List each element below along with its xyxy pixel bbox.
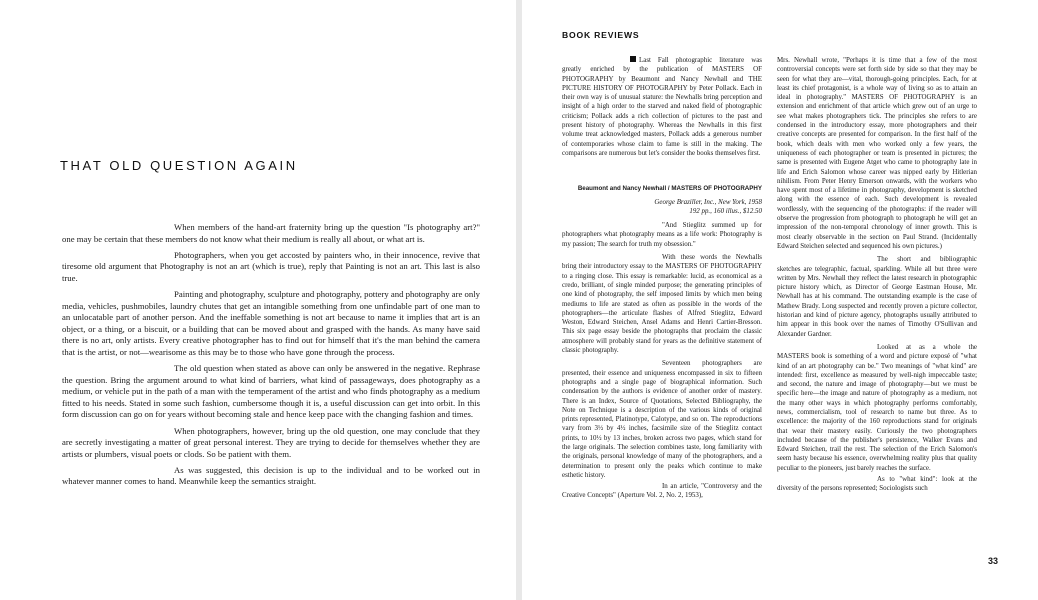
- book-pages-price: 192 pp., 160 illus., $12.50: [689, 206, 762, 215]
- review-paragraph: In an article, "Controversy and the Creative Concepts" (Aperture Vol. 2, No. 2, 1953),: [562, 482, 762, 500]
- review-paragraph: With these words the Newhalls bring their introductory essay to the MASTERS OF PHOTOGRAPHY to a ringing close. This essay is remarkable: lucid, as economical as a credo, brilliant, of single minded purpose; the generating principles of one kind of photography, the self imposed limits by which men being mediums to life are stated as often as possible in the words of the photographers—the articulate flashes of Alfred Stieglitz, Edward Weston, Edward Steichen, Ansel Adams and Henri Cartier-Bresson. This six page essay beside the photographs that proclaim the classic atmosphere will probably stand for years as the definitive statement of classic photography.: [562, 253, 762, 355]
- review-paragraph: Mrs. Newhall wrote, "Perhaps it is time that a few of the most controversial concepts were set forth side by side so that they may be seen for what they are—vital, thorough-going principles. Each, for at least its chief protagonist, is a whole way of living so as to attain an ideal in photography." MASTERS OF PHOTOGRAPHY is an extension and enrichment of that article which grew out of an urge to see what makes photographers tick. The principles she refers to are condensed in the introductory essay, more photographers and their creative concepts are presented for comparison. In the first half of the book, which deals with men who worked only a few years, the uniqueness of each photographer or team is presented in pictures; the same is presented with Eugene Atget who came to photography late in life and Erich Salomon whose career was nipped early by Hitlerian nihilism. From Peter Henry Emerson onwards, with the workers who have spent most of a lifetime in photography, development is sketched along with the essence of each. Such development is revealed wordlessly, with the sequencing of the photographs: if the reader will observe the progression from photograph to photograph he will get an impression of the non-temporal chronology of inner growth. This is most clearly observable in the section on Paul Strand. (Incidentally Edward Steichen selected and sequenced his own pictures.): [777, 56, 977, 250]
- essay-title: THAT OLD QUESTION AGAIN: [60, 158, 298, 173]
- review-intro: Last Fall photographic literature was greatly enriched by the publication of MASTERS OF PHOTOGRAPHY by Beaumont and Nancy Newhall and THE PICTURE HISTORY OF PHOTOGRAPHY by Peter Pollack. Each in their own way is of unusual stature: the Newhalls bring perception and insight of a high order to the starved and naked field of photographic criticism; Pollack adds a rich collection of pictures to the past and present history of photography. Whereas the Newhalls in this first volume treat acknowledged masters, Pollack adds a generous number of contemporaries whose claim to fame is still in the making. The comparisons are numerous but let's consider the books themselves first.: [562, 56, 762, 157]
- review-column-2: [777, 56, 977, 496]
- book-heading: [562, 184, 762, 216]
- review-paragraph: As to "what kind": look at the diversity of the persons represented; Sociologists such: [777, 475, 977, 493]
- page-number: 33: [988, 556, 999, 566]
- running-head: BOOK REVIEWS: [562, 30, 640, 40]
- right-page: [522, 0, 1038, 600]
- essay-paragraph: When photographers, however, bring up the old question, one may conclude that they are secretly investigating a matter of great personal interest. They are trying to decide for themselves whether they are artists or plumbers, visual poets or clods. So be patient with them.: [62, 425, 480, 459]
- section-marker-icon: [630, 56, 636, 62]
- book-authors-title: Beaumont and Nancy Newhall / MASTERS OF PHOTOGRAPHY: [577, 185, 762, 193]
- essay-paragraph: As was suggested, this decision is up to the individual and to be worked out in whatever manner comes to hand. Meanwhile keep the semantics straight.: [62, 464, 480, 487]
- review-paragraph: The short and bibliographic sketches are telegraphic, factual, sparkling. While all but three were written by Mrs. Newhall they reflect the latest research in photographic picture history which, as Director of George Eastman House, Mr. Newhall has at his command. The outstanding example is the case of Mathew Brady. Long suspected and recently proven a picture collector, historian and kind of picture agency, photographs usually attributed to him appear in this book over the names of Timothy O'Sullivan and Alexander Gardner.: [777, 255, 977, 338]
- left-page: [0, 0, 516, 600]
- review-column-1: [562, 56, 762, 503]
- essay-paragraph: Painting and photography, sculpture and photography, pottery and photography are only media, vehicles, pushmobiles, laundry chutes that get an intangible something from one unfindable part of one man to an unlocatable part of another person. And the ineffable something is not art because to name it implies that art is an object, or a thing, or a biscuit, or a building that can be moved about and grasped with the hands. As many have said there is no art, only artists. Every creative photographer has to find out for himself that it's the man behind the camera that is the artist, or not—wearisome as this may be to those who have gone through the process.: [62, 288, 480, 357]
- review-paragraph: Looked at as a whole the MASTERS book is something of a word and picture exposé of "what kind of an art photography can be." Two meanings of "what kind" are intended: first, excellence as measured by well-nigh impeccable taste; and second, the nature and image of photography—but we must be specific here—the image and nature of photography as a medium, not the many other ways in which photography performs comfortably, news, commercialism, tool of research to name but three. As to excellence: the majority of the 160 reproductions stand for originals that wear their mastery easily. Curiously the two photographers included because of the publisher's persistence, Walker Evans and Edward Steichen, trail the rest. The selection of the Erich Salomon's seem hasty because his essence, overwhelming reality plus that quality peculiar to the pioneers, just barely reaches the surface.: [777, 342, 977, 472]
- review-paragraph: Seventeen photographers are presented, their essence and uniqueness encompassed in six to fifteen photographs and a single page of biographical information. Such condensation by the authors is evidence of another order of mastery. There is an Index, Source of Quotations, Selected Bibliography, the Note on Technique is a description of the various kinds of original prints represented, Platinotype, Calotype, and so on. The reproductions vary from 3½ by 4½ inches, facsimile size of the Stieglitz contact prints, to 10½ by 13 inches, broken across two pages, which stand for the large originals. The selection combines taste, long familiarity with the originals, personal knowledge of many of the photographers, and a determination to present only the peaks which continue to make esthetic history.: [562, 359, 762, 479]
- essay-paragraph: The old question when stated as above can only be answered in the negative. Rephrase the question. Bring the argument around to what kind of barriers, what kind of passageways, does photography as a medium, or vehicle put in the path of a man with the temperament of the artist and who finds photography as a medium fitted to his needs. Stated in some such fashion, cumbersome though it is, a useful discussion can get into orbit. In this form discussion can go on for years without becoming stale and hence keep pace with the changing fashion and times.: [62, 363, 480, 420]
- review-paragraph: "And Stieglitz summed up for photographers what photography means as a life work: Photography is my passion; The search for truth my obsession.": [562, 221, 762, 248]
- essay-paragraph: Photographers, when you get accosted by painters who, in their innocence, revive that tiresome old argument that Photography is not an art (which is true), reply that Painting is not an art. This last is also true.: [62, 249, 480, 283]
- essay-body: [62, 222, 480, 492]
- book-publisher: George Braziller, Inc., New York, 1958: [654, 197, 762, 206]
- essay-paragraph: When members of the hand-art fraternity bring up the question "Is photography art?" one may be certain that these members do not know what their medium is really all about, or what art is.: [62, 222, 480, 244]
